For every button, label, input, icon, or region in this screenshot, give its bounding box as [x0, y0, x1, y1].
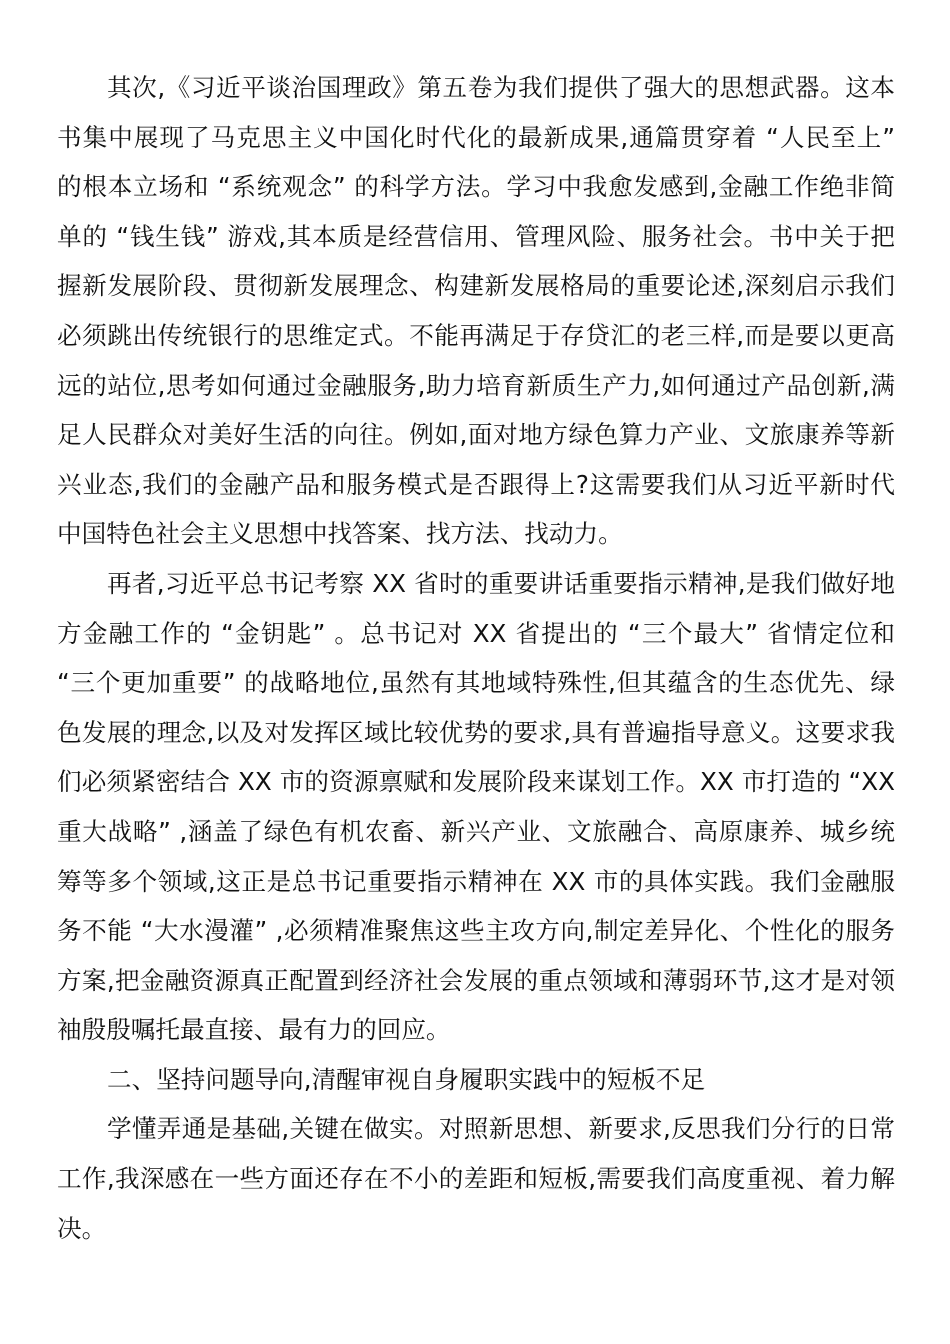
text-line: 方金融工作的 “金钥匙” 。总书记对 XX 省提出的 “三个最大” 省情定位和 [57, 618, 895, 648]
text-line: 袖殷殷嘱托最直接、最有力的回应。 [57, 1015, 451, 1045]
text-line: 的根本立场和 “系统观念” 的科学方法。学习中我愈发感到,金融工作绝非简 [57, 172, 895, 202]
paragraph-3 [57, 1109, 895, 1258]
text-line: 远的站位,思考如何通过金融服务,助力培育新质生产力,如何通过产品创新,满 [57, 370, 895, 400]
text-line: 们必须紧密结合 XX 市的资源禀赋和发展阶段来谋划工作。XX 市打造的 “XX [57, 767, 895, 797]
text-line: 书集中展现了马克思主义中国化时代化的最新成果,通篇贯穿着 “人民至上” [57, 122, 895, 152]
text-line: 其次,《习近平谈治国理政》第五卷为我们提供了强大的思想武器。这本 [107, 73, 895, 102]
text-line: 决。 [57, 1213, 107, 1243]
paragraph-2 [57, 564, 895, 1060]
text-line: 兴业态,我们的金融产品和服务模式是否跟得上?这需要我们从习近平新时代 [57, 469, 895, 499]
text-line: 筹等多个领域,这正是总书记重要指示精神在 XX 市的具体实践。我们金融服 [57, 866, 895, 896]
text-line: 学懂弄通是基础,关键在做实。对照新思想、新要求,反思我们分行的日常 [107, 1114, 895, 1144]
text-line: 务不能 “大水漫灌” ,必须精准聚焦这些主攻方向,制定差异化、个性化的服务 [57, 916, 895, 946]
heading-text: 二、坚持问题导向,清醒审视自身履职实践中的短板不足 [107, 1064, 706, 1094]
text-line: 色发展的理念,以及对发挥区域比较优势的要求,具有普遍指导意义。这要求我 [57, 717, 895, 747]
text-line: 单的 “钱生钱” 游戏,其本质是经营信用、管理风险、服务社会。书中关于把 [57, 221, 895, 251]
text-line: 工作,我深感在一些方面还存在不小的差距和短板,需要我们高度重视、着力解 [57, 1164, 895, 1194]
text-line: 重大战略” ,涵盖了绿色有机农畜、新兴产业、文旅融合、高原康养、城乡统 [57, 816, 895, 846]
text-line: 方案,把金融资源真正配置到经济社会发展的重点领域和薄弱环节,这才是对领 [57, 965, 895, 995]
document-page [57, 68, 895, 1258]
text-line: 足人民群众对美好生活的向往。例如,面对地方绿色算力产业、文旅康养等新 [57, 420, 895, 450]
text-line: “三个更加重要” 的战略地位,虽然有其地域特殊性,但其蕴含的生态优先、绿 [57, 668, 895, 698]
text-line: 必须跳出传统银行的思维定式。不能再满足于存贷汇的老三样,而是要以更高 [57, 320, 895, 350]
section-heading [57, 1060, 895, 1110]
text-line: 再者,习近平总书记考察 XX 省时的重要讲话重要指示精神,是我们做好地 [107, 568, 895, 598]
text-line: 握新发展阶段、贯彻新发展理念、构建新发展格局的重要论述,深刻启示我们 [57, 271, 895, 301]
text-line: 中国特色社会主义思想中找答案、找方法、找动力。 [57, 519, 623, 549]
paragraph-1 [57, 68, 895, 564]
